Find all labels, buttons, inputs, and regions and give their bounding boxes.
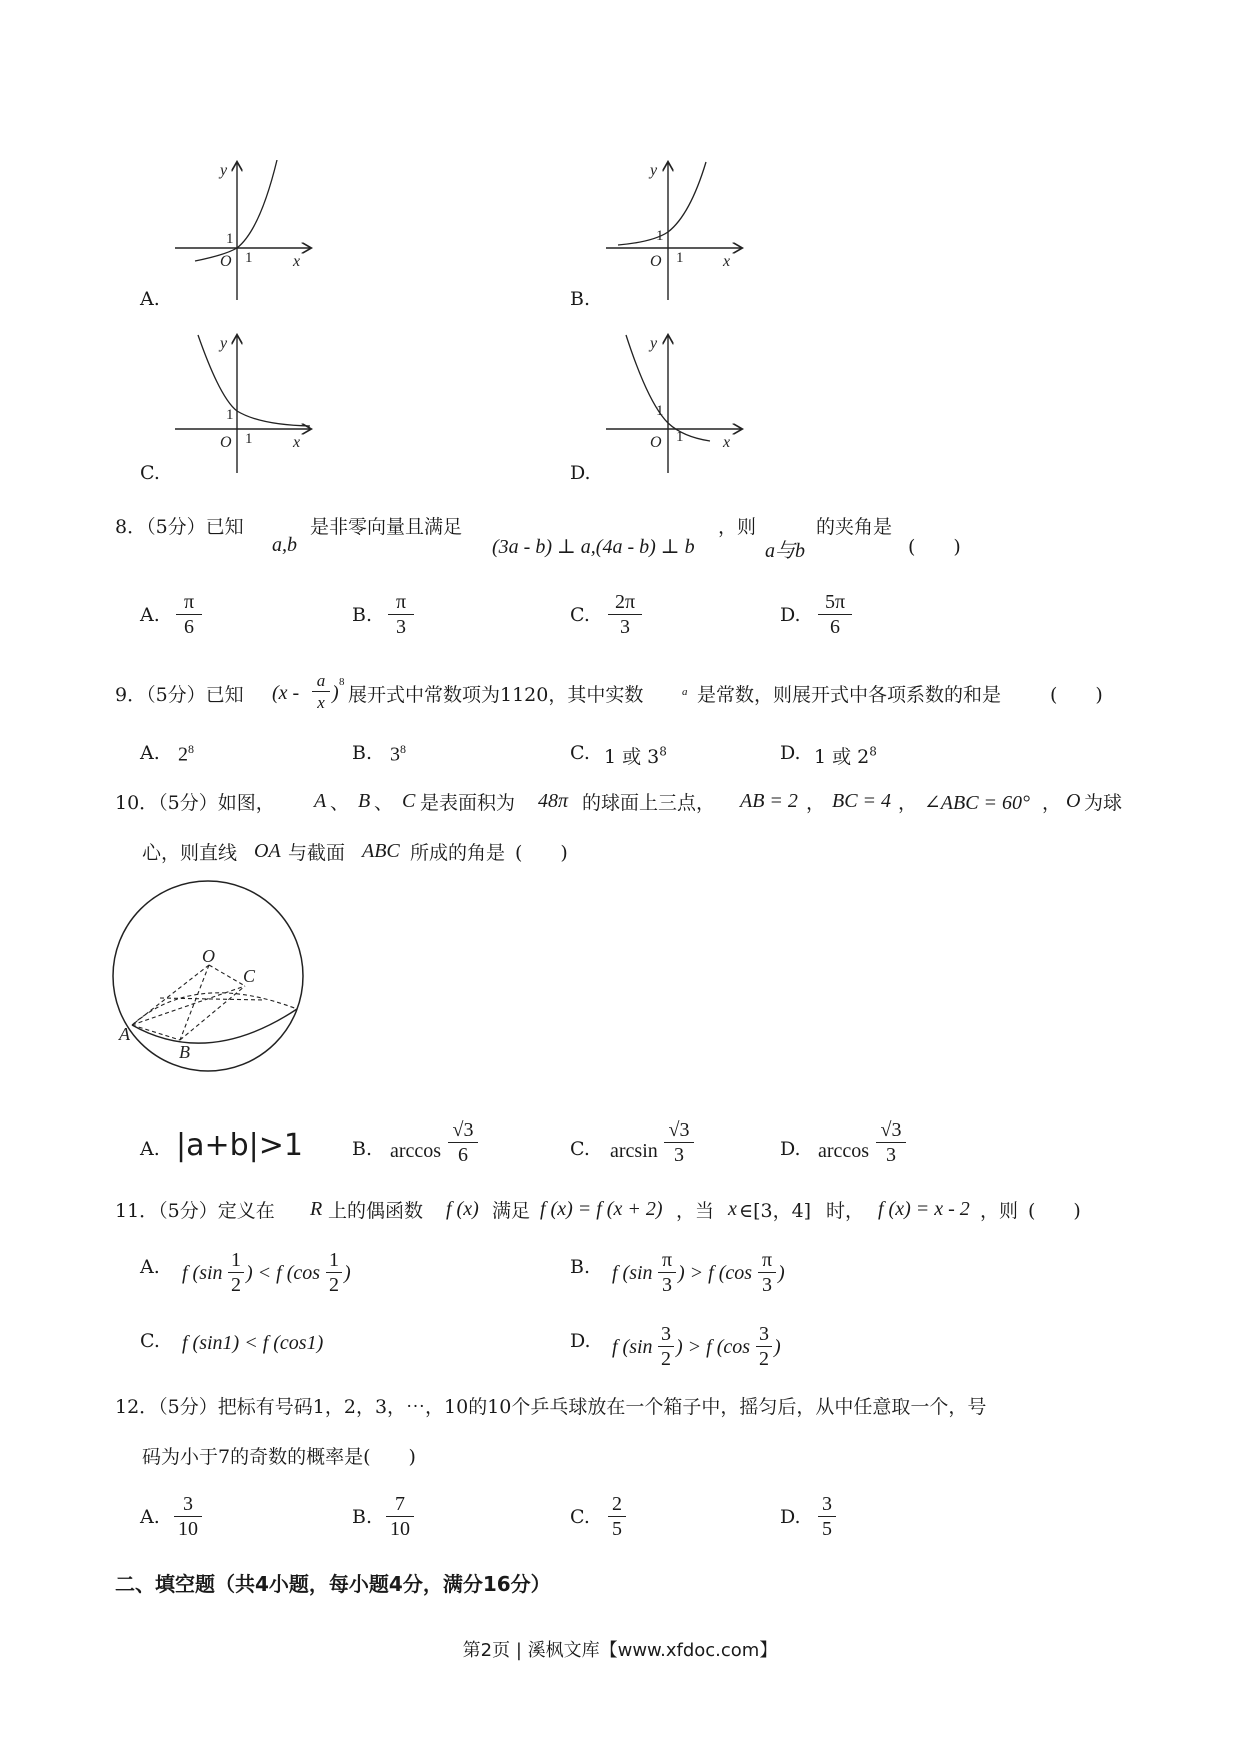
option-label: C. (570, 604, 590, 626)
frac-num: √3 (664, 1118, 694, 1143)
section-heading: 二、填空题（共4小题，每小题4分，满分16分） (115, 1572, 551, 1596)
option-expr-end: ) (344, 1262, 351, 1284)
q8-text3: 的夹角是 (816, 516, 893, 538)
q11-paren: ( ) (1028, 1200, 1081, 1222)
option-text: |a+b|>1 (176, 1128, 304, 1163)
q9-text1: 展开式中常数项为1120，其中实数 (348, 684, 644, 706)
option-label: C. (570, 742, 590, 764)
frac-den: 5 (822, 1518, 832, 1540)
tick-x: 1 (245, 431, 253, 447)
separator: ， (898, 792, 918, 814)
tick-y: 1 (226, 407, 234, 423)
tick-x: 1 (676, 429, 684, 445)
option-text: f (sin1) < f (cos1) (182, 1332, 324, 1354)
y-label: y (650, 162, 658, 179)
option-label: A. (140, 742, 160, 764)
option-expr-a: f (sin (182, 1262, 223, 1284)
frac-den: 2 (661, 1348, 671, 1370)
q10-number: 10．（5分）如图， (115, 792, 275, 814)
frac-den: 5 (612, 1518, 622, 1540)
q11-text4: 时， (826, 1200, 865, 1222)
option-label: D. (570, 462, 591, 484)
option-label: C. (140, 1330, 160, 1352)
q8-vectors: a,b (272, 534, 297, 556)
q9-small-a: a (682, 686, 688, 698)
label-a: A (119, 1024, 130, 1044)
q11-periodic: f (x) = f (x + 2) (540, 1198, 663, 1220)
set-r: R (310, 1198, 323, 1220)
q11-x: x (728, 1198, 737, 1220)
page-footer: 第2页 | 溪枫文库【www.xfdoc.com】 (462, 1640, 778, 1661)
frac-den: 2 (231, 1274, 241, 1296)
q11-text1: 上的偶函数 (328, 1200, 424, 1222)
frac-num: 1 (326, 1248, 342, 1273)
curve (195, 160, 277, 261)
frac-den: 2 (759, 1348, 769, 1370)
plane-abc: ABC (362, 840, 400, 862)
option-label: D. (780, 1506, 801, 1528)
graph-a-plot (165, 160, 315, 300)
q9-expr-right: ) (332, 682, 339, 704)
label-c: C (243, 966, 256, 986)
option-label: D. (570, 1330, 591, 1352)
option-label: A. (140, 1506, 160, 1528)
option-fn: arcsin (610, 1140, 658, 1162)
frac-num: π (176, 590, 202, 615)
q11-number: 11．（5分）定义在 (115, 1200, 275, 1222)
x-label: x (293, 253, 301, 270)
origin-label: O (650, 434, 662, 451)
q11-interval: ∈[3，4] (739, 1200, 812, 1222)
frac-num: 5π (818, 590, 852, 615)
option-fn: arccos (390, 1140, 442, 1162)
x-label: x (293, 434, 301, 451)
option-label: B. (352, 1506, 373, 1528)
q11-text3: ，当 (676, 1200, 715, 1222)
option-label: C. (570, 1506, 590, 1528)
line-oa: OA (254, 840, 281, 862)
frac-den: 3 (886, 1144, 896, 1166)
frac-num: 3 (818, 1492, 836, 1517)
option-label: B. (352, 604, 373, 626)
origin-label: O (220, 253, 232, 270)
q8-number: 8．（5分）已知 (115, 516, 244, 538)
separator: 、 (330, 792, 350, 814)
option-expr-end: ) (778, 1262, 785, 1284)
y-label: y (220, 335, 228, 352)
origin-label: O (650, 253, 662, 270)
frac-den: 6 (830, 616, 840, 638)
y-label: y (650, 335, 658, 352)
q12-line1: 12．（5分）把标有号码1，2，3，⋯，10的10个乒乓球放在一个箱子中，摇匀后，从中任意取一个，号 (115, 1396, 987, 1418)
option-label: C. (140, 462, 160, 484)
option-expr-end: ) (774, 1336, 781, 1358)
separator: ， (806, 792, 826, 814)
frac-den: 10 (178, 1518, 198, 1540)
q10-bc: BC = 4 (832, 790, 892, 812)
frac-num: 3 (658, 1322, 674, 1347)
label-b: B (179, 1042, 190, 1062)
frac-num: π (658, 1248, 676, 1273)
q8-condition: (3a - b) ⊥ a,(4a - b) ⊥ b (492, 536, 695, 558)
option-label: C. (570, 1138, 590, 1160)
option-text: $2^8$ (178, 742, 194, 766)
label-o: O (202, 946, 215, 966)
q11-fx: f (x) (446, 1198, 479, 1220)
frac-num: 2 (608, 1492, 626, 1517)
option-label: B. (570, 1256, 591, 1278)
q12-line2: 码为小于7的奇数的概率是( ) (142, 1446, 416, 1468)
q9-expr-left: (x - (272, 682, 300, 704)
frac-num: √3 (448, 1118, 478, 1143)
point-a: A (314, 790, 327, 812)
option-expr-a: f (sin (612, 1262, 653, 1284)
option-expr-mid: ) < f (cos (246, 1262, 321, 1284)
origin-label: O (220, 434, 232, 451)
q9-exponent: 8 (339, 676, 345, 688)
separator: 、 (374, 792, 394, 814)
option-text: $3^8$ (390, 742, 406, 766)
q11-def: f (x) = x - 2 (878, 1198, 970, 1220)
option-label: A. (140, 1256, 160, 1278)
y-label: y (220, 162, 228, 179)
q8-vectors2: a与b (765, 540, 805, 562)
point-b: B (358, 790, 371, 812)
frac-den: 2 (329, 1274, 339, 1296)
x-label: x (723, 434, 731, 451)
q10-area: 48π (538, 790, 569, 812)
q10-line2-text1: 心，则直线 (142, 842, 238, 864)
point-o: O (1066, 790, 1081, 812)
option-label: D. (780, 1138, 801, 1160)
q11-text5: ，则 (980, 1200, 1019, 1222)
frac-den: 3 (762, 1274, 772, 1296)
option-label: D. (780, 742, 801, 764)
frac-num: 3 (756, 1322, 772, 1347)
point-c: C (402, 790, 416, 812)
equator-back (132, 993, 297, 1025)
graph-d-plot (598, 333, 748, 473)
option-label: A. (140, 288, 160, 310)
option-label: A. (140, 1138, 160, 1160)
frac-den: 3 (396, 616, 406, 638)
option-fn: arccos (818, 1140, 870, 1162)
frac-num: a (312, 670, 330, 692)
tick-x: 1 (245, 250, 253, 266)
frac-den: 6 (184, 616, 194, 638)
option-label: B. (352, 742, 373, 764)
q8-text: 是非零向量且满足 (310, 516, 463, 538)
frac-den: 3 (662, 1274, 672, 1296)
q10-text2: 的球面上三点， (582, 792, 716, 814)
q9-paren: ( ) (1050, 684, 1103, 706)
frac-num: 3 (174, 1492, 202, 1517)
curve (198, 335, 310, 426)
q10-text1: 是表面积为 (420, 792, 516, 814)
frac-num: π (388, 590, 414, 615)
option-text: 1 或 $2^8$ (814, 744, 877, 768)
graph-c-plot (165, 333, 315, 473)
tick-y: 1 (656, 228, 664, 244)
option-label: B. (570, 288, 591, 310)
frac-num: 7 (386, 1492, 414, 1517)
q8-text2: ，则 (718, 516, 757, 538)
q10-line2-text3: 所成的角是 (410, 842, 506, 864)
option-expr-mid: ) > f (cos (678, 1262, 753, 1284)
option-label: B. (352, 1138, 373, 1160)
q10-ab: AB = 2 (740, 790, 798, 812)
frac-num: 2π (608, 590, 642, 615)
graph-b-plot (598, 160, 748, 300)
tick-y: 1 (226, 231, 234, 247)
q11-text2: 满足 (492, 1200, 531, 1222)
frac-den: 3 (620, 616, 630, 638)
tick-x: 1 (676, 250, 684, 266)
x-label: x (723, 253, 731, 270)
frac-den: 10 (390, 1518, 410, 1540)
sphere-figure (105, 870, 315, 1080)
option-expr-mid: ) > f (cos (676, 1336, 751, 1358)
q10-paren: ( ) (515, 842, 568, 864)
frac-num: √3 (876, 1118, 906, 1143)
separator: ， (1042, 792, 1062, 814)
option-label: A. (140, 604, 160, 626)
frac-den: 6 (458, 1144, 468, 1166)
q8-paren: ( ) (908, 536, 961, 558)
frac-den: x (317, 693, 325, 712)
q9-number: 9．（5分）已知 (115, 684, 244, 706)
q10-text3: 为球 (1084, 792, 1123, 814)
q10-line2-text2: 与截面 (288, 842, 346, 864)
q9-text2: 是常数，则展开式中各项系数的和是 (697, 684, 1002, 706)
option-expr-a: f (sin (612, 1336, 653, 1358)
frac-num: 1 (228, 1248, 244, 1273)
tick-y: 1 (656, 403, 664, 419)
frac-num: π (758, 1248, 776, 1273)
equator-front (132, 1009, 297, 1043)
frac-den: 3 (674, 1144, 684, 1166)
option-label: D. (780, 604, 801, 626)
q10-angle: ∠ABC = 60° (924, 792, 1031, 814)
option-text: 1 或 $3^8$ (604, 744, 667, 768)
